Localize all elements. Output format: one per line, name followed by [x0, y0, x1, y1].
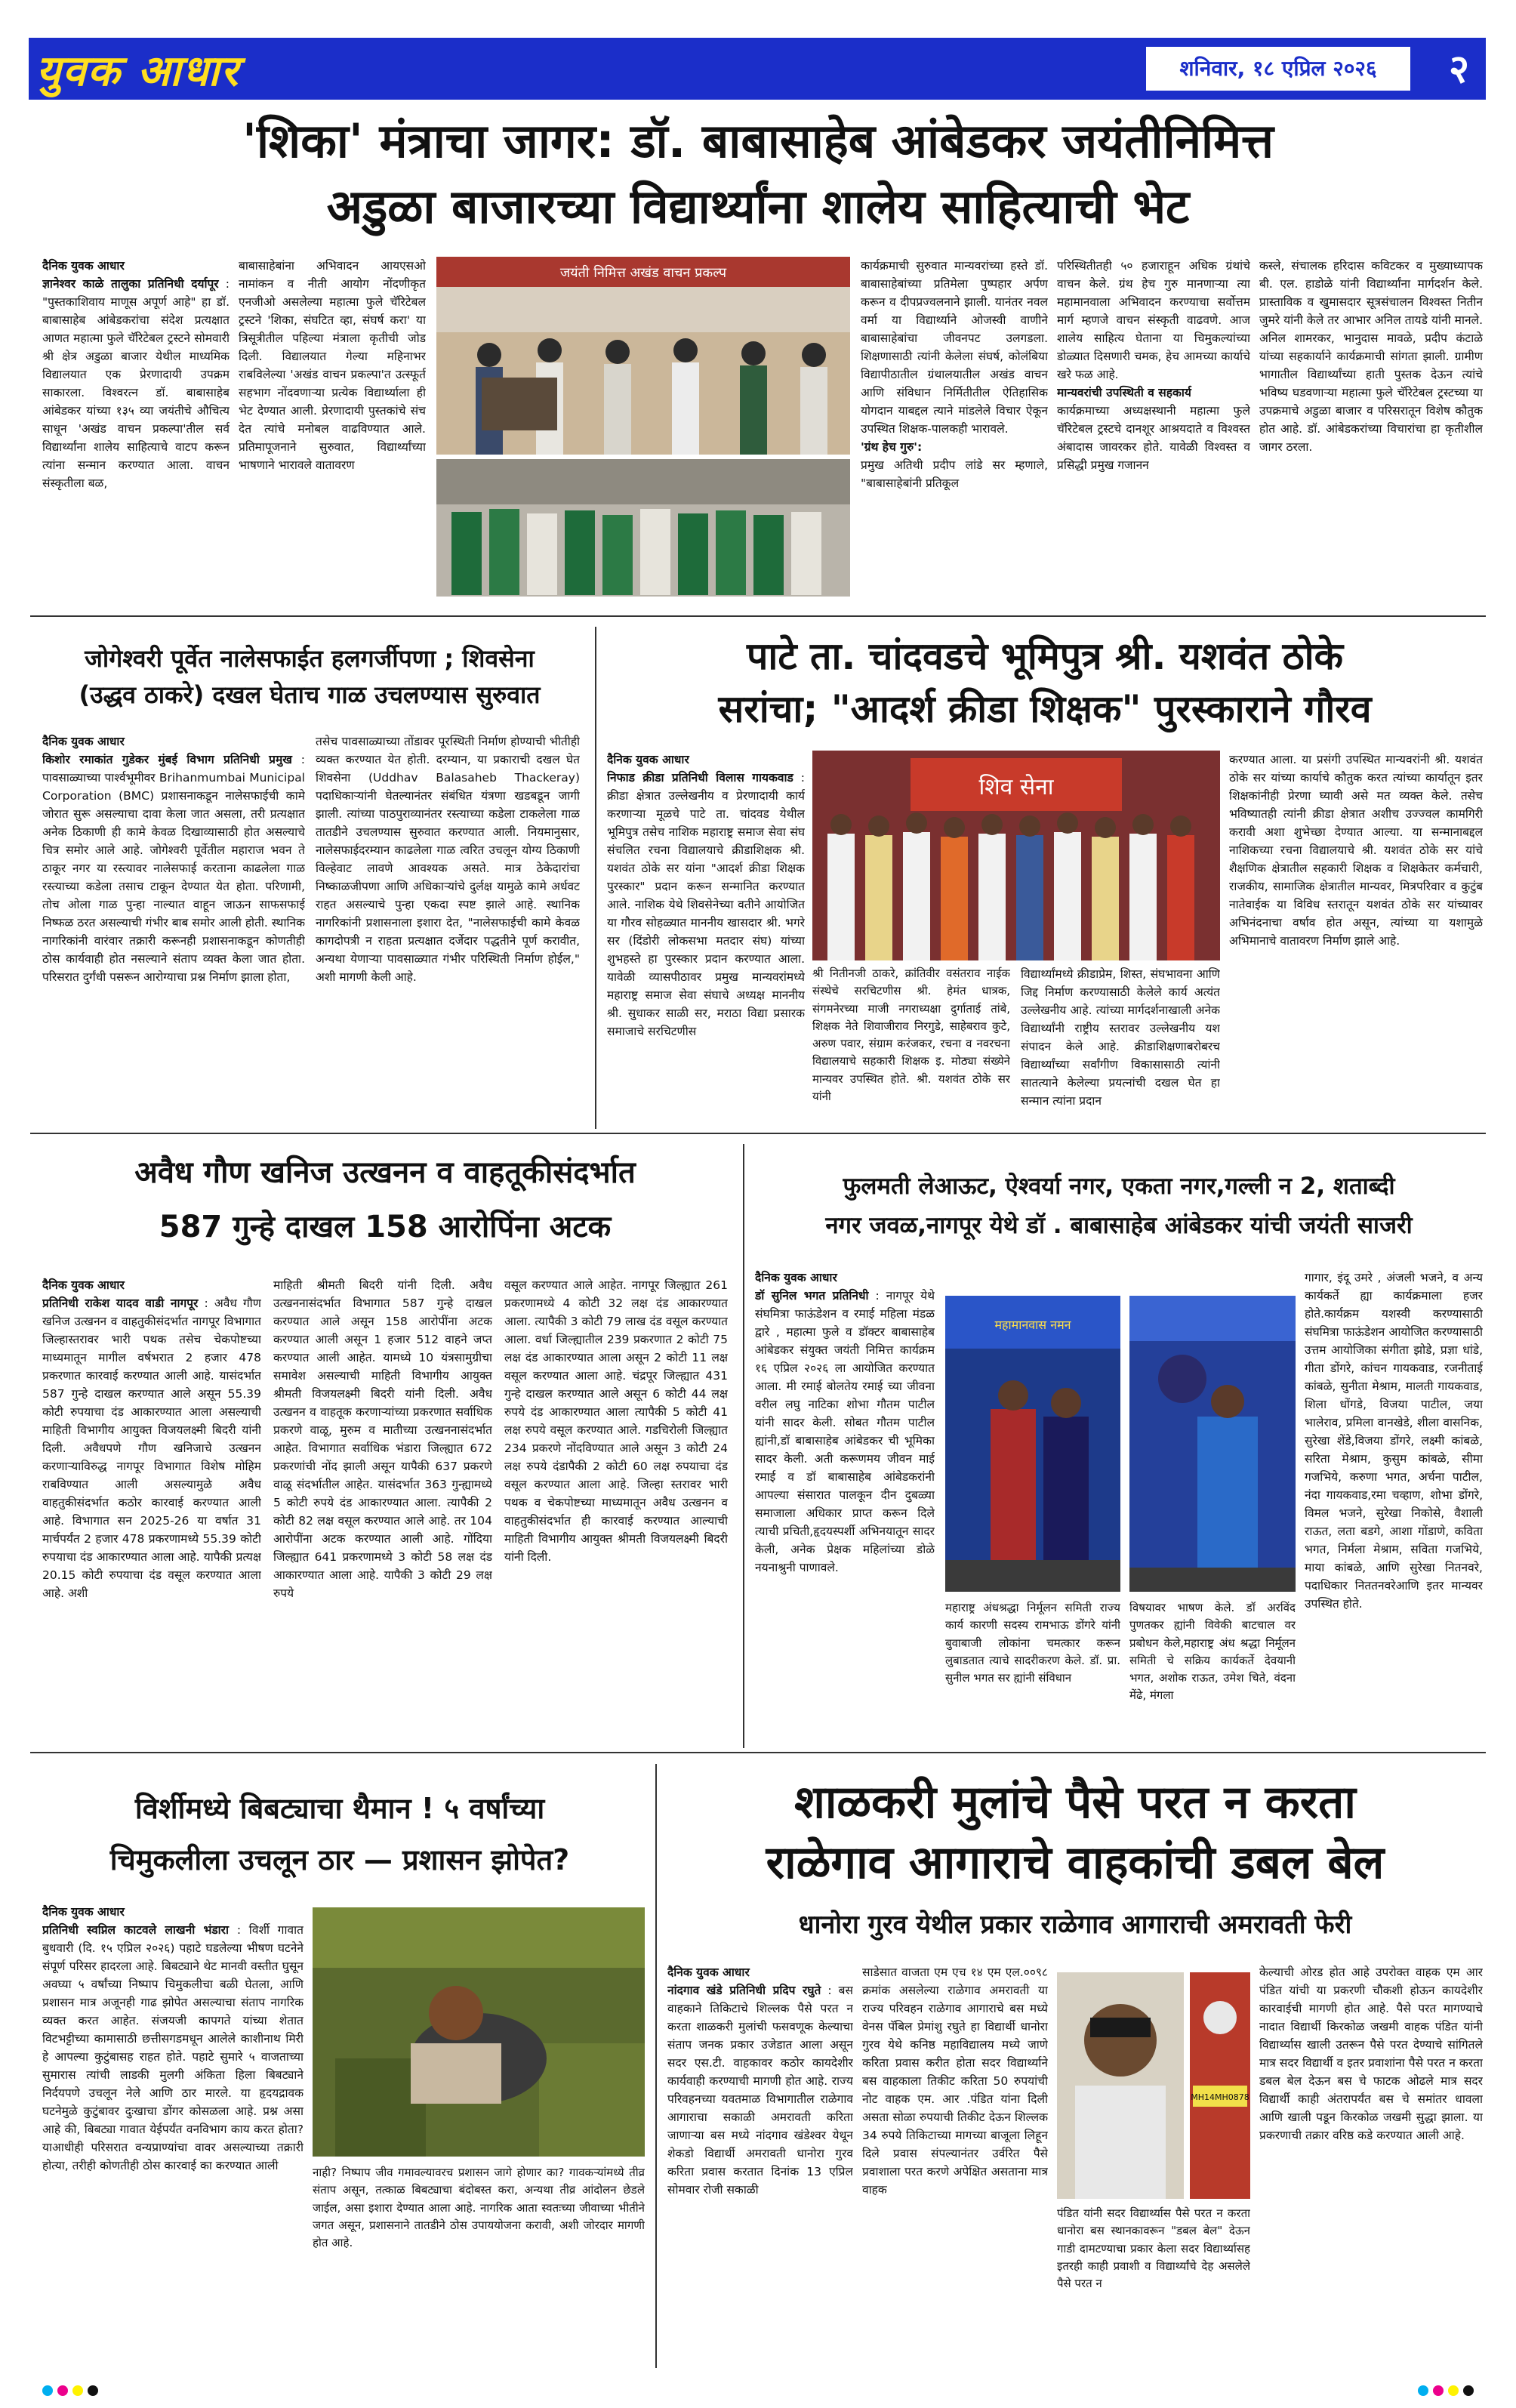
story6-caption — [313, 2164, 645, 2348]
divider — [743, 1144, 744, 1748]
story7-photo-bus — [1190, 1972, 1250, 2199]
story1-column-3 — [861, 257, 1048, 597]
cmyk-dot — [1418, 2385, 1428, 2396]
story4-text-2: माहिती श्रीमती बिदरी यांनी दिली. अवैध उत्खननासंदर्भात विभागात 587 गुन्हे दाखल करण्यात आले असून 158 आरोपींना अटक करण्यात आली असून 1 हजार 512 वाहने जप्त करण्यात आली आहेत. यामध्ये 10 यंत्रसामुग्रीचा समावेश असल्याची माहिती विभागीय आयुक्त श्रीमती विजयलक्ष्मी बिदरी यांनी दिली. अवैध उत्खनन व वाहतूक करणाऱ्यांच्या प्रकरणात सर्वाधिक प्रकरणे वाळू, मुरुम व मातीच्या उत्खननासंदर्भात आहेत. विभागात सर्वाधिक भंडारा जिल्ह्यात 672 प्रकरणांची नोंद झाली असून यापैकी 637 प्रकरणे वाळू संदर्भातील आहेत. यासंदर्भात 363 गुन्ह्यामध्ये 5 कोटी रुपये दंड आकारण्यात आला. त्यापैकी 2 कोटी 82 लक्ष वसूल करण्यात आले आहे. तर 104 आरोपींना अटक करण्यात आली आहे. गोंदिया जिल्ह्यात 641 प्रकरणामध्ये 3 कोटी 58 लक्ष दंड आकारण्यात आला आहे. यापैकी 3 कोटी 29 लक्ष रुपये — [273, 1278, 492, 1601]
story6-column-1 — [42, 1903, 304, 2348]
cmyk-dot — [72, 2385, 83, 2396]
story2-column-2 — [316, 732, 580, 1110]
story4-headline-2: 587 गुन्हे दाखल 158 आरोपिंना अटक — [159, 1210, 612, 1244]
story3-text-4: करण्यात आला. या प्रसंगी उपस्थित मान्यवरांनी श्री. यशवंत ठोके सर यांच्या कार्याचे कौतुक करत त्यांच्या कार्यातून इतर शिक्षकांनीही प्रेरणा घ्यावी असे मत व्यक्त केले. तसेच भविष्यातही त्यांनी क्रीडा क्षेत्रात अशीच उज्ज्वल कामगिरी करावी अशा शुभेच्छा देण्यात आल्या. या सन्मानाबद्दल नाशिकच्या रचना विद्यालयाचे श्री. यशवंत ठोके सर यांचे शैक्षणिक क्षेत्रातील सहकारी शिक्षक व शिक्षकेतर कर्मचारी, राजकीय, सामाजिक क्षेत्रातील मान्यवर, मित्रपरिवार व कुटुंब नातेवाईक या विविध स्तरातून यशवंत ठोके सर यांच्यावर अभिनंदनाचा वर्षाव होत असून, त्यांच्या या यशामुळे अभिमानाचे वातावरण निर्माण झाले आहे. — [1229, 753, 1483, 948]
story2-byline: दैनिक युवक आधार — [42, 735, 125, 748]
story3-column-3 — [1021, 965, 1220, 1115]
story2-text-2: तसेच पावसाळ्याच्या तोंडावर पूरस्थिती निर्माण होण्याची भीतीही व्यक्त करण्यात येत होती. दरम्यान, या प्रकाराची दखल घेत शिवसेना (Uddhav Balasaheb Thackeray) पदाधिकाऱ्यांनी घेतल्यानंतर संबंधित यंत्रणा खडबडून जागी झाली. त्यांच्या पाठपुराव्यानंतर रस्त्याच्या कडेला टाकलेला गाळ तातडीने उचलण्यास सुरुवात करण्यात आली. नियमानुसार, नालेसफाईदरम्यान काढलेला गाळ त्वरित उचलून योग्य ठिकाणी विल्हेवाट लावणे आवश्यक असते. मात्र ठेकेदारांचा निष्काळजीपणा आणि अधिकाऱ्यांचे दुर्लक्ष यामुळे कामे अर्धवट राहत असल्याचे पुन्हा एकदा स्पष्ट झाले आहे. स्थानिक नागरिकांनी प्रशासनाला इशारा देत, "नालेसफाईची कामे केवळ कागदोपत्री न राहता प्रत्यक्षात दर्जेदार पद्धतीने पूर्ण करावीत, अन्यथा येणाऱ्या पावसाळ्यात गंभीर परिस्थिती निर्माण होईल," अशी मागणी केली आहे. — [316, 735, 580, 985]
story5-text-2: गागार, इंदू उमरे , अंजली भजने, व अन्य कार्यकर्ते ह्या कार्यक्रमाला हजर होते.कार्यक्रम यशस्वी करण्यासाठी संघमित्रा फाऊंडेशन आयोजित करण्यासाठी उत्तम आयोजिका संगीता झोडे, प्रज्ञा धांडे, गीता डोंगरे, कांचन गायकवाड, रजनीताई कांबळे, सुनीता मेश्राम, मालती गायकवाड, शिला धोंगडे, विजया पाटील, जया भालेराव, प्रमिला वानखेडे, शीला वासनिक, सुरेखा शेंडे,विजया डोंगरे, लक्ष्मी कांबळे, सरिता मेश्राम, कुसुम कांबळे, सीमा गजभिये, करुणा भगत, अर्चना पाटील, नंदा गायकवाड,रमा चव्हाण, शोभा डोंगरे, विमल भजने, सुरेखा निकोसे, वैशाली राऊत, लता बडगे, आशा गोंडाणे, कविता भगत, निर्मला मेश्राम, सविता गजभिये, माया कांबळे, आणि सुरेखा नितनवरे, पदाधिकार निततनवरेआणि इतर मान्यवर उपस्थित होते. — [1305, 1271, 1483, 1611]
story1-photo-1-graphic — [436, 257, 850, 455]
story5-caption-2 — [1129, 1599, 1296, 1735]
story5-column-2 — [1305, 1269, 1483, 1737]
story6-byline: दैनिक युवक आधार — [42, 1905, 125, 1919]
story5-banner-text: महामानवास नमन — [994, 1318, 1071, 1332]
cmyk-dot — [42, 2385, 53, 2396]
story5-byline: दैनिक युवक आधार — [755, 1271, 837, 1284]
divider — [595, 627, 596, 1129]
story1-text-5: कस्ले, संचालक हरिदास कविटकर व मुख्याध्यापक बी. एल. हाडोळे यांनी विद्यार्थ्यांना मार्गदर्शन केले. प्रास्ताविक व खुमासदार सूत्रसंचालन विश्वस्त नितीन जुमरे यांनी केले तर आभार अनिल तायडे यांनी मानले. अनिल शामरकर, भानुदास मावळे, प्रदीप कंटाळे यांच्या सहकार्याने कार्यक्रमाची सांगता झाली. ग्रामीण भागातील विद्यार्थ्यांच्या हाती पुस्तक देऊन त्यांचे भविष्य घडवणाऱ्या महात्मा फुले चॅरिटेबल ट्रस्टच्या या उपक्रमाचे अडुळा बाजार व परिसरातून विशेष कौतुक होत आहे. डॉ. आंबेडकरांच्या विचारांचा हा कृतीशील जागर ठरला. — [1259, 259, 1483, 455]
story1-text-3: कार्यक्रमाची सुरुवात मान्यवरांच्या हस्ते डॉ. बाबासाहेबांच्या प्रतिमेला पुष्पहार अर्पण करून व दीपप्रज्वलनाने झाली. यानंतर नवल वर्मा या विद्यार्थ्याने ओजस्वी वाणीने बाबासाहेबांचा जीवनपट उलगडला. शिक्षणासाठी त्यांनी केलेला संघर्ष, कोलंबिया विद्यापीठातील ग्रंथालयातील अखंड वाचन आणि संविधान निर्मितीतील ऐतिहासिक योगदान याबद्दल त्याने मांडलेले विचार ऐकून उपस्थित शिक्षक-पालकही भारावले. — [861, 259, 1048, 436]
story1-text-4b: कार्यक्रमाच्या अध्यक्षस्थानी महात्मा फुले चॅरिटेबल ट्रस्टचे दानशूर आश्रयदाते व विश्वस्त अंबादास जावरकर होते. यावेळी विश्वस्त व प्रसिद्धी प्रमुख गजानन — [1057, 404, 1250, 473]
divider — [30, 615, 1486, 617]
story3-headline-2: सरांचा; "आदर्श क्रीडा शिक्षक" पुरस्काराने गौरव — [718, 687, 1372, 731]
story7-column-2 — [862, 1963, 1048, 2348]
story2-reporter: किशोर रमाकांत गुडेकर मुंबई विभाग प्रतिनिधी प्रमुख — [42, 753, 292, 767]
story5-headline-2: नगर जवळ,नागपूर येथे डॉ . बाबासाहेब आंबेडकर यांची जयंती साजरी — [825, 1212, 1413, 1239]
story7-caption — [1057, 2205, 1250, 2348]
story4-column-2 — [273, 1276, 492, 1729]
story7-text-2: साडेसात वाजता एम एच १४ एम एल.००९८ क्रमांक असलेल्या राळेगाव अमरावती या राज्य परिवहन राळेगाव आगाराचे बस मध्ये वेनस पॅबिल प्रेमांशु रघुते हा विद्यार्थी धानोरा गुरव येथे कनिष्ठ महाविद्यालय मध्ये जाणे करिता प्रवास करीत होता सदर विद्यार्थ्याने बस वाहकाला तिकीट करिता 50 रुपयांची नोट वाहक एम. आर .पंडित यांना दिली असता सोळा रुपयाची तिकीट देऊन शिल्लक 34 रुपये तिकिटाच्या मागच्या बाजूला लिहून दिले प्रवास संपल्यानंतर उर्वरित पैसे प्रवाशाला परत करणे अपेक्षित असताना मात्र वाहक — [862, 1966, 1048, 2197]
story3-banner-text: शिव सेना — [978, 774, 1054, 800]
story2-column-1 — [42, 732, 305, 1110]
cmyk-dot — [1448, 2385, 1459, 2396]
story1-photo-1 — [436, 257, 850, 455]
story7-bus-plate: MH14MH0878 — [1191, 2092, 1249, 2102]
story2-text-1: : पावसाळ्याच्या पार्श्वभूमीवर Brihanmumbai Municipal Corporation (BMC) प्रशासनाकडून नालेसफाईची कामे जोरात सुरू असल्याचा दावा केला जात असला, तरी प्रत्यक्षात अनेक ठिकाणी ही कामे केवळ दिखाव्यासाठी होत असल्याचे चित्र समोर आले आहे. जोगेश्वरी पूर्वेतील महाराज भवन ते ठाकूर नगर या रस्त्यावर नालेसफाई करताना काढलेला गाळ रस्त्याच्या कडेला तसाच टाकून देण्यात येत होता. परिणामी, तोच ओला गाळ पुन्हा नाल्यात वाहून जाऊन साफसफाई निष्फळ ठरत असल्याची गंभीर बाब समोर आली होती. स्थानिक नागरिकांनी वारंवार तक्रारी करूनही प्रशासनाकडून कोणतीही ठोस कार्यवाही होत नसल्याने संताप व्यक्त केला जात होता. परिसरात दुर्गंधी पसरून आरोग्याचा प्रश्न निर्माण झाला होता, — [42, 753, 305, 985]
story3-caption-text: श्री नितीनजी ठाकरे, क्रांतिवीर वसंतराव नाईक संस्थेचे सरचिटणीस श्री. हेमंत धात्रक, संगमनेरच्या माजी नगराध्यक्षा दुर्गाताई तांबे, शिक्षक नेते शिवाजीराव निरगुडे, साहेबराव कुटे, अरुण पवार, संग्राम करंजकर, रचना व नवरचना विद्यालयाचे सहकारी शिक्षक इ. मोठ्या संख्येने मान्यवर उपस्थित होते. श्री. यशवंत ठोके सर यांनी — [812, 967, 1010, 1103]
story1-banner-text: जयंती निमित्त अखंड वाचन प्रकल्प — [559, 265, 727, 281]
cmyk-dot — [1433, 2385, 1444, 2396]
story7-subhead: धानोरा गुरव येथील प्रकार राळेगाव आगाराची अमरावती फेरी — [798, 1910, 1352, 1940]
story7-headline-1: शाळकरी मुलांचे पैसे परत न करता — [794, 1776, 1356, 1829]
story6-photo — [313, 1907, 645, 2157]
story1-text-2: बाबासाहेबांना अभिवादन आयएसओ नामांकन व नीती आयोग नोंदणीकृत एनजीओ असलेल्या महात्मा फुले चॅरिटेबल ट्रस्टने 'शिका, संघटित व्हा, संघर्ष करा' या त्रिसूत्रीतील पहिल्या मंत्राला कृतीची जोड दिली. विद्यालयात गेल्या महिनाभर राबविलेल्या 'अखंड वाचन प्रकल्पा'त उत्स्फूर्त सहभाग नोंदवणाऱ्या प्रत्येक विद्यार्थ्याला ही भेट देण्यात आली. प्रेरणादायी पुस्तकांचे संच देत त्यांचे मनोबल वाढविण्यात आले. प्रतिमापूजनाने सुरुवात, विद्यार्थ्यांच्या भाषणाने भारावले वातावरण — [239, 259, 426, 473]
story7-byline: दैनिक युवक आधार — [667, 1966, 750, 1979]
cmyk-dot — [88, 2385, 98, 2396]
story6-headline-1: विर्शीमध्ये बिबट्याचा थैमान ! ५ वर्षांच्या — [134, 1792, 545, 1825]
story6-text-1: : विर्शी गावात बुधवारी (दि. १५ एप्रिल २०२६) पहाटे घडलेल्या भीषण घटनेने संपूर्ण परिसर हादरला आहे. बिबट्याने थेट मानवी वस्तीत घुसून अवघ्या ५ वर्षांच्या निष्पाप चिमुकलीचा बळी घेतला, आणि प्रशासन मात्र अजूनही गाढ झोपेत असल्याचा संताप नागरिक व्यक्त करत आहेत. संजयजी कापगते यांच्या शेतात विटभट्टीच्या कामासाठी छत्तीसगडमधून आलेले काशीनाथ मिरी हे आपल्या कुटुंबासह राहत होते. पहाटे सुमारे ५ वाजताच्या सुमारास त्यांची लाडकी मुलगी अंकिता हिला बिबट्याने निर्दयपणे उचलून नेले आणि ठार मारले. या हृदयद्रावक घटनेमुळे कुटुंबावर दुःखाचा डोंगर कोसळला आहे. प्रश्न असा आहे की, बिबट्या गावात येईपर्यंत वनविभाग काय करत होता? याआधीही परिसरात वन्यप्राण्यांचा वावर असल्याच्या तक्रारी होत्या, तरीही कोणतीही ठोस कारवाई का करण्यात आली — [42, 1923, 304, 2173]
story4-headline-1: अवैध गौण खनिज उत्खनन व वाहतूकीसंदर्भात — [134, 1155, 636, 1190]
story7-text-3: केल्याची ओरड होत आहे उपरोक्त वाहक एम आर पंडित यांची या प्रकरणी चौकशी होऊन कायदेशीर कारवाईची मागणी होत आहे. पैसे परत मागण्याचे नादात विद्यार्थी किरकोळ जखमी वाहक पंडित यांनी विद्यार्थ्यास खाली उतरून पैसे परत देण्याचे सांगितले मात्र सदर विद्यार्थी व इतर प्रवाशांना पैसे परत न करता डबल बेल देऊन बस चे फाटक ओढले मात्र सदर विद्यार्थी काही अंतरापर्यंत बस चे समांतर धावला आणि खाली पडून किरकोळ जखमी सुद्धा झाला. या प्रकरणाची तक्रार वरिष्ठ कडे करण्यात आली आहे. — [1259, 1966, 1483, 2143]
story1-column-5 — [1259, 257, 1483, 597]
page-number: २ — [1448, 47, 1469, 92]
cmyk-dot — [1463, 2385, 1474, 2396]
story1-column-4 — [1057, 257, 1250, 597]
story1-headline-1: 'शिका' मंत्राचा जागर: डॉ. बाबासाहेब आंबेडकर जयंतीनिमित्त — [242, 113, 1274, 168]
story2-headline-1: जोगेश्वरी पूर्वेत नालेसफाईत हलगर्जीपणा ; शिवसेना — [85, 644, 535, 673]
story6-reporter: प्रतिनिधी स्वप्निल काटवले लाखनी भंडारा — [42, 1923, 230, 1938]
story6-caption-text: नाही? निष्पाप जीव गमावल्यावरच प्रशासन जागे होणार का? गावकऱ्यांमध्ये तीव्र संताप असून, तत्काळ बिबट्याचा बंदोबस्त करा, अन्यथा तीव्र आंदोलन छेडले जाईल, असा इशारा देण्यात आला आहे. नागरिक आता स्वतःच्या जीवाच्या भीतीने जगत असून, प्रशासनाने तातडीने ठोस उपाययोजना करावी, अशी जोरदार मागणी होत आहे. — [313, 2166, 645, 2249]
story1-text-3b: प्रमुख अतिथी प्रदीप लांडे सर म्हणाले, "बाबासाहेबांनी प्रतिकूल — [861, 458, 1048, 491]
story1-column-1 — [42, 257, 230, 597]
story3-caption — [812, 965, 1010, 1115]
newspaper-logo: युवक आधार — [36, 46, 240, 96]
story4-reporter: प्रतिनिधी राकेश यादव वाडी नागपूर — [42, 1296, 199, 1311]
cmyk-dot — [57, 2385, 68, 2396]
story1-text-4: परिस्थितीतही ५० हजाराहून अधिक ग्रंथांचे वाचन केले. ग्रंथ हेच गुरु मानणाऱ्या त्या महामानवाला अभिवादन करण्याचा सर्वोत्तम मार्ग म्हणजे वाचन संस्कृती वाढवणे. आज शालेय साहित्य घेताना या चिमुकल्यांच्या डोळ्यात दिसणारी चमक, हेच आमच्या कार्याचे खरे फळ आहे. — [1057, 259, 1250, 382]
divider — [655, 1764, 657, 2368]
story3-column-1 — [607, 751, 805, 1115]
story6-headline-2: चिमुकलीला उचलून ठार — प्रशासन झोपेत? — [109, 1843, 570, 1876]
story3-headline-1: पाटे ता. चांदवडचे भूमिपुत्र श्री. यशवंत ठोके — [746, 634, 1344, 678]
story1-reporter: ज्ञानेश्वर काळे तालुका प्रतिनिधी दर्यापूर — [42, 277, 219, 291]
issue-date: शनिवार, १८ एप्रिल २०२६ — [1146, 47, 1410, 91]
story1-byline: दैनिक युवक आधार — [42, 259, 125, 273]
story5-photo-2 — [1129, 1296, 1296, 1592]
story3-reporter: निफाड क्रीडा प्रतिनिधी विलास गायकवाड — [607, 771, 793, 785]
story5-text-1: : नागपूर येथे संघमित्रा फाऊंडेशन व रमाई महिला मंडळ द्वारे , महात्मा फुले व डॉक्टर बाबासाहेब आंबेडकर संयुक्त जयंती निमित्त कार्यक्रम १६ एप्रिल २०२६ ला आयोजित करण्यात आला. मी रमाई बोलतेय रमाई च्या जीवना वरील लघु नाटिका शोभा गौतम पाटील यांनी सादर केली. सोबत गौतम पाटील ह्यांनी,डॉ बाबासाहेब आंबेडकर ची भूमिका सादर केली. अती करूणमय जीवन माई रमाई व डॉ बाबासाहेब आंबेडकरांनी आपल्या संसारात पालकून दीन दुबळ्या समाजाला अधिकार प्राप्त करून दिले त्याची प्रचिती,हृदयस्पर्शी अभिनयातून सादर केली, अनेक प्रेक्षक महिलांच्या डोळे नयनाश्रुनी पाणावले. — [755, 1289, 935, 1575]
story7-headline-2: राळेगाव आगाराचे वाहकांची डबल बेल — [766, 1836, 1385, 1889]
story3-text-1: : क्रीडा क्षेत्रात उल्लेखनीय व प्रेरणादायी कार्य करणाऱ्या मूळचे पाटे ता. चांदवड येथील भूमिपुत्र तसेच नाशिक महाराष्ट्र समाज सेवा संघ संचलित रचना विद्यालयाचे क्रीडाशिक्षक श्री. यशवंत ठोके सर यांना "आदर्श क्रीडा शिक्षक पुरस्कार" प्रदान करून सन्मानित करण्यात आले. नाशिक येथे शिवसेनेच्या वतीने आयोजित या गौरव सोहळ्यात माननीय खासदार श्री. भगरे सर (दिंडोरी लोकसभा मतदार संघ) यांच्या शुभहस्ते हा पुरस्कार प्रदान करण्यात आला. यावेळी व्यासपीठावर प्रमुख मान्यवरांमध्ये महाराष्ट्र समाज सेवा संघाचे अध्यक्ष माननीय श्री. सुधाकर साळी सर, मराठा विद्या प्रसारक समाजाचे सरचिटणीस — [607, 771, 805, 1039]
story4-text-3: वसूल करण्यात आले आहेत. नागपूर जिल्ह्यात 261 प्रकरणामध्ये 4 कोटी 32 लक्ष दंड आकारण्यात आला. त्यापैकी 3 कोटी 79 लाख दंड वसूल करण्यात आला. वर्धा जिल्ह्यातील 239 प्रकरणात 2 कोटी 75 लक्ष दंड आकारण्यात आला असून 2 कोटी 11 लक्ष वसूल करण्यात आला आहे. चंद्रपूर जिल्ह्यात 431 गुन्हे दाखल करण्यात आले असून 6 कोटी 44 लक्ष रुपये दंड आकारण्यात आला त्यापैकी 5 कोटी 41 लक्ष रुपये वसूल करण्यात आले. गडचिरोली जिल्ह्यात 234 प्रकरणे नोंदविण्यात आले असून 3 कोटी 24 लक्ष रुपये दंडापैकी 2 कोटी 60 लक्ष रुपयाचा दंड वसूल करण्यात आला आहे. जिल्हा स्तरावर भारी पथक व चेकपोष्टच्या माध्यमातून अवैध उत्खनन व वाहतुकीसंदर्भात ही कारवाई करण्यात आल्याची माहिती विभागीय आयुक्त श्रीमती विजयलक्ष्मी बिदरी यांनी दिली. — [504, 1278, 728, 1565]
cmyk-marks-right — [1418, 2385, 1474, 2396]
story3-text-3: विद्यार्थ्यांमध्ये क्रीडाप्रेम, शिस्त, संघभावना आणि जिद्द निर्माण करण्यासाठी केलेले कार्य अत्यंत उल्लेखनीय आहे. त्यांच्या मार्गदर्शनाखाली अनेक विद्यार्थ्यांनी राष्ट्रीय स्तरावर उल्लेखनीय यश संपादन केले आहे. क्रीडाशिक्षणाबरोबरच विद्यार्थ्यांच्या सर्वांगीण विकासासाठी त्यांनी सातत्याने केलेल्या प्रयत्नांची दखल घेत हा सन्मान त्यांना प्रदान — [1021, 967, 1220, 1108]
story5-caption-text-1: महाराष्ट्र अंधश्रद्धा निर्मूलन समिती राज्य कार्य कारणी सदस्य रामभाऊ डोंगरे यांनी बुवाबाजी लोकांना चमत्कार करून लुबाडतात त्याचे सादरीकरण केले. डॉ. प्रा. सुनील भगत सर ह्यांनी संविधान — [945, 1601, 1120, 1685]
story5-headline-1: फुलमती लेआऊट, ऐश्वर्या नगर, एकता नगर,गल्ली न 2, शताब्दी — [843, 1173, 1395, 1200]
story3-photo-graphic — [812, 751, 1220, 960]
divider — [30, 1133, 1486, 1134]
story1-subhead-1: 'ग्रंथ हेच गुरु': — [861, 440, 923, 455]
story7-photo-student — [1057, 1972, 1184, 2199]
story1-column-2 — [239, 257, 426, 597]
story4-column-3 — [504, 1276, 728, 1729]
story1-photo-2-graphic — [436, 459, 850, 597]
story7-caption-text: पंडित यांनी सदर विद्यार्थ्यास पैसे परत न करता धानोरा बस स्थानकावरून "डबल बेल" देऊन गाडी दामटण्याचा प्रकार केला सदर विद्यार्थ्यासह इतरही काही प्रवाशी व विद्यार्थ्यांचे देह असलेले पैसे परत न — [1057, 2206, 1250, 2290]
story5-caption-text-2: विषयावर भाषण केले. डॉ अरविंद पुणतकर ह्यांनी विवेकी बाटचाल वर प्रबोधन केले,महाराष्ट्र अंध श्रद्धा निर्मूलन समिती चे सक्रिय कार्यकर्ते देवयानी भगत, अशोक राऊत, उमेश चिते, वंदना मेंढे, मंगला — [1129, 1601, 1296, 1703]
story1-headline-2: अडुळा बाजारच्या विद्यार्थ्यांना शालेय साहित्याची भेट — [326, 179, 1190, 234]
story3-column-4 — [1229, 751, 1483, 1115]
story5-photo-1-graphic — [945, 1296, 1120, 1592]
story7-reporter: नांदगाव खंडे प्रतिनिधी प्रदिप रघुते — [667, 1984, 821, 1998]
story6-photo-graphic — [313, 1907, 645, 2157]
story5-reporter: डॉ सुनिल भगत प्रतिनिधी — [755, 1289, 869, 1303]
story4-column-1 — [42, 1276, 261, 1729]
story5-photo-1 — [945, 1296, 1120, 1592]
story7-text-1: : बस वाहकाने तिकिटाचे शिल्लक पैसे परत न करता शाळकरी मुलांची फसवणूक केल्याचा संताप जनक प्रकार उजेडात आला असून सदर एस.टी. वाहकावर कठोर कायदेशीर कार्यवाही करण्याची मागणी होत आहे. राज्य परिवहनच्या यवतमाळ विभागातील राळेगाव आगाराचा सकाळी अमरावती करिता जाणाऱ्या बस मध्ये नांदगाव खंडेश्वर येथून शेकडो विद्यार्थी अमरावती धानोरा गुरव करिता प्रवास करतात दिनांक 13 एप्रिल सोमवार रोजी सकाळी — [667, 1984, 853, 2197]
story2-headline-2: (उद्धव ठाकरे) दखल घेताच गाळ उचलण्यास सुरुवात — [79, 680, 541, 709]
story7-photo-bus-graphic — [1190, 1972, 1250, 2199]
divider — [30, 1752, 1486, 1753]
story1-subhead-2: मान्यवरांची उपस्थिती व सहकार्य — [1057, 386, 1191, 400]
story5-photo-2-graphic — [1129, 1296, 1296, 1592]
story1-text-1: : "पुस्तकाशिवाय माणूस अपूर्ण आहे" हा डॉ. बाबासाहेब आंबेडकरांचा संदेश प्रत्यक्षात आणत महात्मा फुले चॅरिटेबल ट्रस्टने सोमवारी श्री क्षेत्र अडुळा बाजार येथील माध्यमिक विद्यालयात एक प्रेरणादायी उपक्रम साकारला. विश्वरत्न डॉ. बाबासाहेब आंबेडकर यांच्या १३५ व्या जयंतीचे औचित्य साधून 'अखंड वाचन प्रकल्पा'तील सर्व विद्यार्थ्यांना शालेय साहित्याचे वाटप करून त्यांना सन्मान करण्यात आला. वाचन संस्कृतीला बळ, — [42, 277, 230, 491]
masthead — [29, 38, 1486, 100]
story7-column-1 — [667, 1963, 853, 2348]
story7-column-3 — [1259, 1963, 1483, 2348]
story3-photo — [812, 751, 1220, 960]
cmyk-marks-left — [42, 2385, 98, 2396]
story5-column-1 — [755, 1269, 935, 1737]
story4-text-1: : अवैध गौण खनिज उत्खनन व वाहतुकीसंदर्भात नागपूर विभागात जिल्हास्तरावर भारी पथक तसेच चेकपोष्टच्या माध्यमातून मागील वर्षभरात 2 हजार 478 प्रकरणात कारवाई करण्यात आली आहे. यासंदर्भात 587 गुन्हे दाखल करण्यात आले असून 55.39 कोटी रुपयाचा दंड आकारण्यात आला असल्याची माहिती विभागीय आयुक्त विजयलक्ष्मी बिदरी यांनी दिली. अवैधपणे गौण खनिजाचे उत्खनन करणाऱ्याविरुद्ध नागपूर विभागात विशेष मोहिम राबविण्यात आली असल्यामुळे अवैध वाहतुकीसंदर्भात कठोर कारवाई करण्यात आली आहे. विभागात सन 2025-26 या वर्षात 31 मार्चपर्यंत 2 हजार 478 प्रकरणामध्ये 55.39 कोटी रुपयाचा दंड आकारण्यात आला आहे. यापैकी प्रत्यक्ष 20.15 कोटी रुपयाचा दंड वसूल करण्यात आला आहे. अशी — [42, 1296, 261, 1601]
story1-photo-2 — [436, 459, 850, 597]
story4-byline: दैनिक युवक आधार — [42, 1278, 125, 1292]
story5-caption-1 — [945, 1599, 1120, 1735]
story7-photo-student-graphic — [1057, 1972, 1184, 2199]
story3-byline: दैनिक युवक आधार — [607, 753, 689, 766]
